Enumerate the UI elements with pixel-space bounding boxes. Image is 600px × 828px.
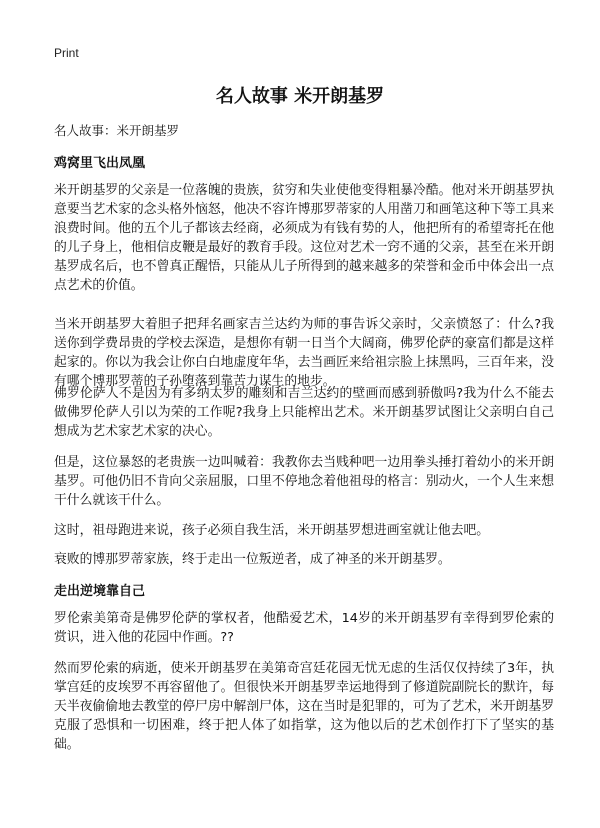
paragraph: 这时，祖母跑进来说，孩子必须自我生活，米开朗基罗想进画室就让他去吧。: [54, 523, 490, 538]
paragraph: 罗伦索美第奇是佛罗伦萨的掌权者，他酷爱艺术，14岁的米开朗基罗有幸得到罗伦索的赏识，进入他的花园中作画。??: [54, 611, 554, 645]
paragraph: 然而罗伦索的病逝，使米开朗基罗在美第奇宫廷花园无忧无虑的生活仅仅持续了3年，执掌宫廷的皮埃罗不再容留他了。但很快米开朗基罗幸运地得到了修道院副院长的默许，每天半夜偷偷地去教堂的停尸房中解剖尸体，这在当时是犯罪的，可为了艺术，米开朗基罗克服了恐惧和一切困难，终于把人体了如指掌，这为他以后的艺术创作打下了坚实的基础。: [54, 661, 554, 752]
paragraph: 衰败的博那罗蒂家族，终于走出一位叛逆者，成了神圣的米开朗基罗。: [54, 552, 451, 567]
section-heading: 走出逆境靠自己: [54, 584, 146, 599]
page-subtitle: 名人故事：米开朗基罗: [54, 123, 180, 138]
paragraph: 佛罗伦萨人不是因为有多纳太罗的雕刻和吉兰达约的壁画而感到骄傲吗?我为什么不能去做佛罗伦萨人引以为荣的工作呢?我身上只能榨出艺术。米开朗基罗试图让父亲明白自己想成为艺术家艺术家的决心。: [54, 386, 554, 439]
section-heading: 鸡窝里飞出凤凰: [54, 156, 146, 171]
paragraph: 但是，这位暴怒的老贵族一边叫喊着：我教你去当贱种吧一边用拳头捶打着幼小的米开朗基罗。可他仍旧不肯向父亲屈服，口里不停地念着他祖母的格言：别动火，一个人生来想干什么就该干什么。: [54, 455, 554, 508]
paragraph: 当米开朗基罗大着胆子把拜名画家吉兰达约为师的事告诉父亲时，父亲愤怒了：什么?我送你到学费昂贵的学校去深造，是想你有朝一日当个大阔商，佛罗伦萨的豪富们都是这样起家的。你以为我会让你白白地虚度年华，去当画匠来给祖宗脸上抹黑吗，三百年来，没有哪个博那罗蒂的子孙堕落到靠苦力谋生的地步。: [54, 317, 554, 389]
paragraph: 米开朗基罗的父亲是一位落魄的贵族，贫穷和失业使他变得粗暴冷酷。他对米开朗基罗执意要当艺术家的念头格外恼怒，他决不容许博那罗蒂家的人用凿刀和画笔这种下等工具来浪费时间。他的五个儿子都该去经商，必须成为有钱有势的人，他把所有的希望寄托在他的儿子身上，他相信皮鞭是最好的教育手段。这位对艺术一窍不通的父亲，甚至在米开朗基罗成名后，也不曾真正醒悟，只能从儿子所得到的越来越多的荣誉和金币中体会出一点点艺术的价值。: [54, 183, 554, 293]
page-title: 名人故事 米开朗基罗: [215, 86, 385, 107]
print-link[interactable]: Print: [54, 46, 79, 60]
